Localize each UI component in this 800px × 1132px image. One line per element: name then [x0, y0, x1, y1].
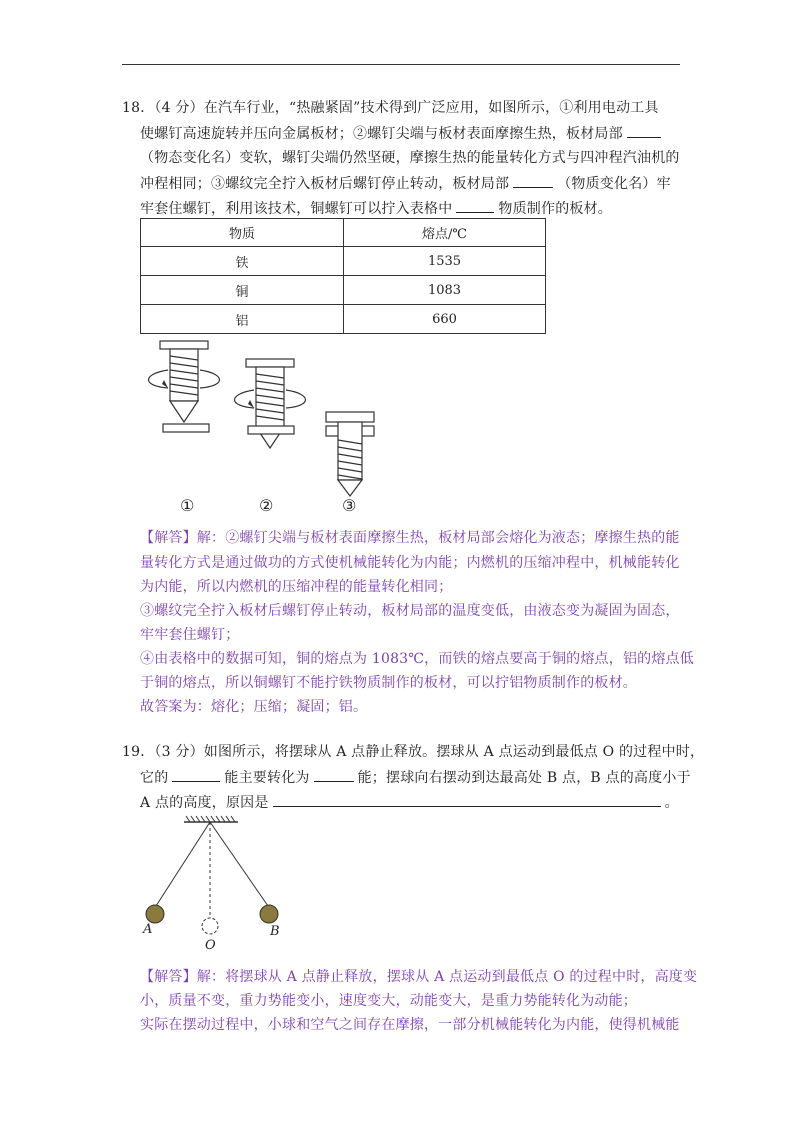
q19-line-1: 19．（3 分）如图所示，将摆球从 A 点静止释放。摆球从 A 点运动到最低点 O 的过程中时， — [122, 744, 705, 760]
q18-answer-line-8: 故答案为：熔化；压缩；凝固；铝。 — [140, 699, 368, 715]
table-header-melting-point: 熔点/℃ — [344, 219, 546, 247]
q18-answer-line-3: 为内能，所以内燃机的压缩冲程的能量转化相同； — [140, 579, 453, 595]
answer-tag: 【解答】 — [140, 530, 197, 546]
screw-3 — [326, 412, 374, 496]
q18-answer-line-5: 牢牢套住螺钉； — [140, 627, 240, 643]
q19-blank-2[interactable] — [314, 767, 354, 782]
table-row — [141, 276, 546, 305]
q18-blank-1[interactable] — [627, 123, 661, 138]
table-header-row — [141, 219, 546, 247]
q18-line-3: （物态变化名）变软，螺钉尖端仍然坚硬，摩擦生热的能量转化方式与四冲程汽油机的 — [140, 150, 680, 166]
screw-1 — [149, 341, 220, 432]
table-row — [141, 305, 546, 334]
q18-line-2: 使螺钉高速旋转并压向金属板材；②螺钉尖端与板材表面摩擦生热，板材局部 — [140, 123, 665, 144]
table-header-substance: 物质 — [141, 219, 344, 247]
header-rule — [122, 64, 680, 65]
pendulum-label-b: B — [270, 924, 280, 939]
q19-answer-line-2: 小，质量不变，重力势能变小，速度变大，动能变大，是重力势能转化为动能； — [140, 993, 637, 1009]
pendulum-label-o: O — [205, 938, 216, 953]
q18-blank-2[interactable] — [513, 173, 553, 188]
q19-blank-3[interactable] — [273, 792, 661, 807]
q18-line-4: 冲程相同；③螺纹完全拧入板材后螺钉停止转动，板材局部 （物质变化名）牢 — [140, 173, 671, 194]
q19-answer-line-1: 【解答】解：将摆球从 A 点静止释放，摆球从 A 点运动到最低点 O 的过程中时，高度变 — [140, 969, 698, 985]
q18-answer-line-1: 【解答】解：②螺钉尖端与板材表面摩擦生热，板材局部会熔化为液态；摩擦生热的能 — [140, 530, 680, 546]
string-b — [210, 822, 268, 906]
string-a — [156, 822, 210, 906]
q19-line-3: A 点的高度，原因是 。 — [140, 792, 679, 813]
table-cell: 1535 — [344, 247, 546, 276]
table-cell: 660 — [344, 305, 546, 334]
q18-answer-line-7: 于铜的熔点，所以铜螺钉不能拧铁物质制作的板材，可以拧铝物质制作的板材。 — [140, 675, 637, 691]
answer-tag: 【解答】 — [140, 969, 197, 985]
q19-blank-1[interactable] — [172, 767, 220, 782]
q18-line-5: 牢套住螺钉，利用该技术，铜螺钉可以拧入表格中 物质制作的板材。 — [140, 198, 612, 219]
q18-answer-line-4: ③螺纹完全拧入板材后螺钉停止转动，板材局部的温度变低，由液态变为凝固为固态， — [140, 603, 680, 619]
figure-label-2: ② — [259, 496, 274, 515]
figure-label-3: ③ — [342, 496, 357, 515]
q18-blank-3[interactable] — [456, 198, 494, 213]
q18-answer-line-2: 量转化方式是通过做功的方式使机械能转化为内能；内燃机的压缩冲程中，机械能转化 — [140, 555, 680, 571]
table-cell: 铜 — [141, 276, 344, 305]
ball-b — [260, 905, 278, 923]
q18-answer-line-6: ④由表格中的数据可知，铜的熔点为 1083℃，而铁的熔点要高于铜的熔点，铝的熔点低 — [140, 651, 694, 667]
ball-o — [202, 918, 218, 934]
screw-2 — [235, 359, 306, 448]
melting-point-table — [140, 218, 546, 334]
screw-diagram — [130, 336, 390, 516]
figure-label-1: ① — [180, 496, 195, 515]
pendulum-label-a: A — [143, 922, 153, 937]
table-cell: 铝 — [141, 305, 344, 334]
table-row — [141, 247, 546, 276]
q19-answer-line-3: 实际在摆动过程中，小球和空气之间存在摩擦，一部分机械能转化为内能，使得机械能 — [140, 1017, 680, 1033]
table-cell: 1083 — [344, 276, 546, 305]
q18-line-1: 18．（4 分）在汽车行业，“热融紧固”技术得到广泛应用，如图所示，①利用电动工具 — [122, 100, 659, 116]
table-cell: 铁 — [141, 247, 344, 276]
q19-line-2: 它的 能主要转化为 能；摆球向右摆动到达最高处 B 点，B 点的高度小于 — [140, 767, 691, 788]
